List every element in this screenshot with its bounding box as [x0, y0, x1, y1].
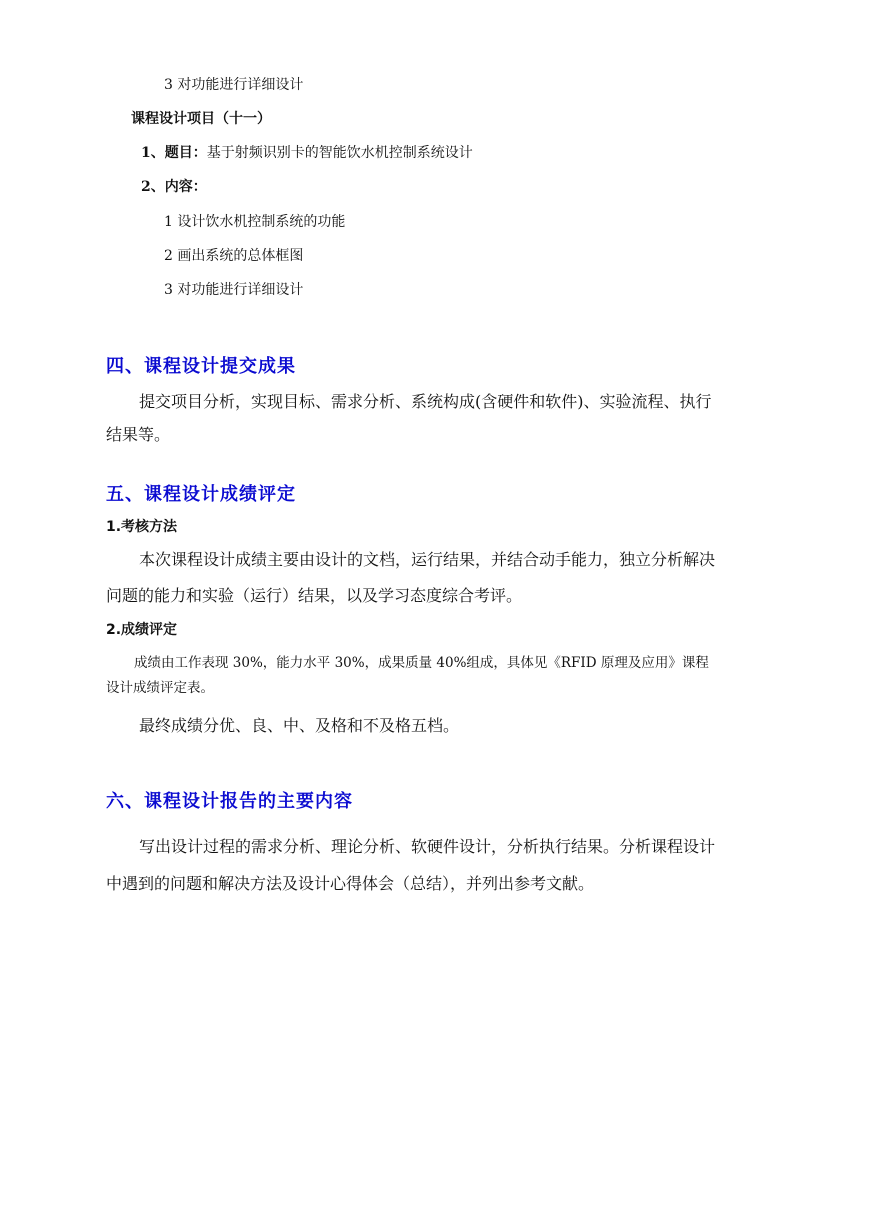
section5-heading: 五、课程设计成绩评定 — [106, 484, 296, 505]
project11-topic-text: 基于射频识别卡的智能饮水机控制系统设计 — [206, 145, 473, 161]
section5-final-line: 最终成绩分优、良、中、及格和不及格五档。 — [139, 716, 460, 735]
section5-sub2-line1: 成绩由工作表现 30%，能力水平 30%，成果质量 40%组成，具体见《RFID 原理及应用》课程 — [134, 655, 709, 671]
section6-heading: 六、课程设计报告的主要内容 — [106, 791, 353, 812]
project11-content-label: 2、内容： — [141, 179, 207, 195]
section6-para-line2: 中遇到的问题和解决方法及设计心得体会（总结），并列出参考文献。 — [106, 874, 595, 893]
section5-sub2-heading: 2.成绩评定 — [106, 622, 178, 638]
section4-para-line1: 提交项目分析，实现目标、需求分析、系统构成(含硬件和软件)、实验流程、执行 — [139, 392, 712, 411]
project11-topic-label: 1、题目： — [141, 145, 207, 161]
section5-sub1-line2: 问题的能力和实验（运行）结果，以及学习态度综合考评。 — [106, 586, 523, 605]
section5-sub2-line2: 设计成绩评定表。 — [106, 680, 214, 696]
section5-sub1-line1: 本次课程设计成绩主要由设计的文档，运行结果，并结合动手能力，独立分析解决 — [139, 550, 716, 569]
section4-heading: 四、课程设计提交成果 — [106, 356, 296, 377]
section5-sub1-heading: 1.考核方法 — [106, 519, 178, 535]
project11-step-2: 2 画出系统的总体框图 — [164, 248, 304, 264]
project11-topic — [141, 142, 473, 162]
section4-para-line2: 结果等。 — [106, 425, 171, 444]
project11-title: 课程设计项目（十一） — [131, 111, 271, 127]
project11-step-1: 1 设计饮水机控制系统的功能 — [164, 214, 346, 230]
project10-step-3: 3 对功能进行详细设计 — [164, 77, 304, 93]
project11-step-3: 3 对功能进行详细设计 — [164, 282, 304, 298]
section6-para-line1: 写出设计过程的需求分析、理论分析、软硬件设计，分析执行结果。分析课程设计 — [139, 837, 716, 856]
